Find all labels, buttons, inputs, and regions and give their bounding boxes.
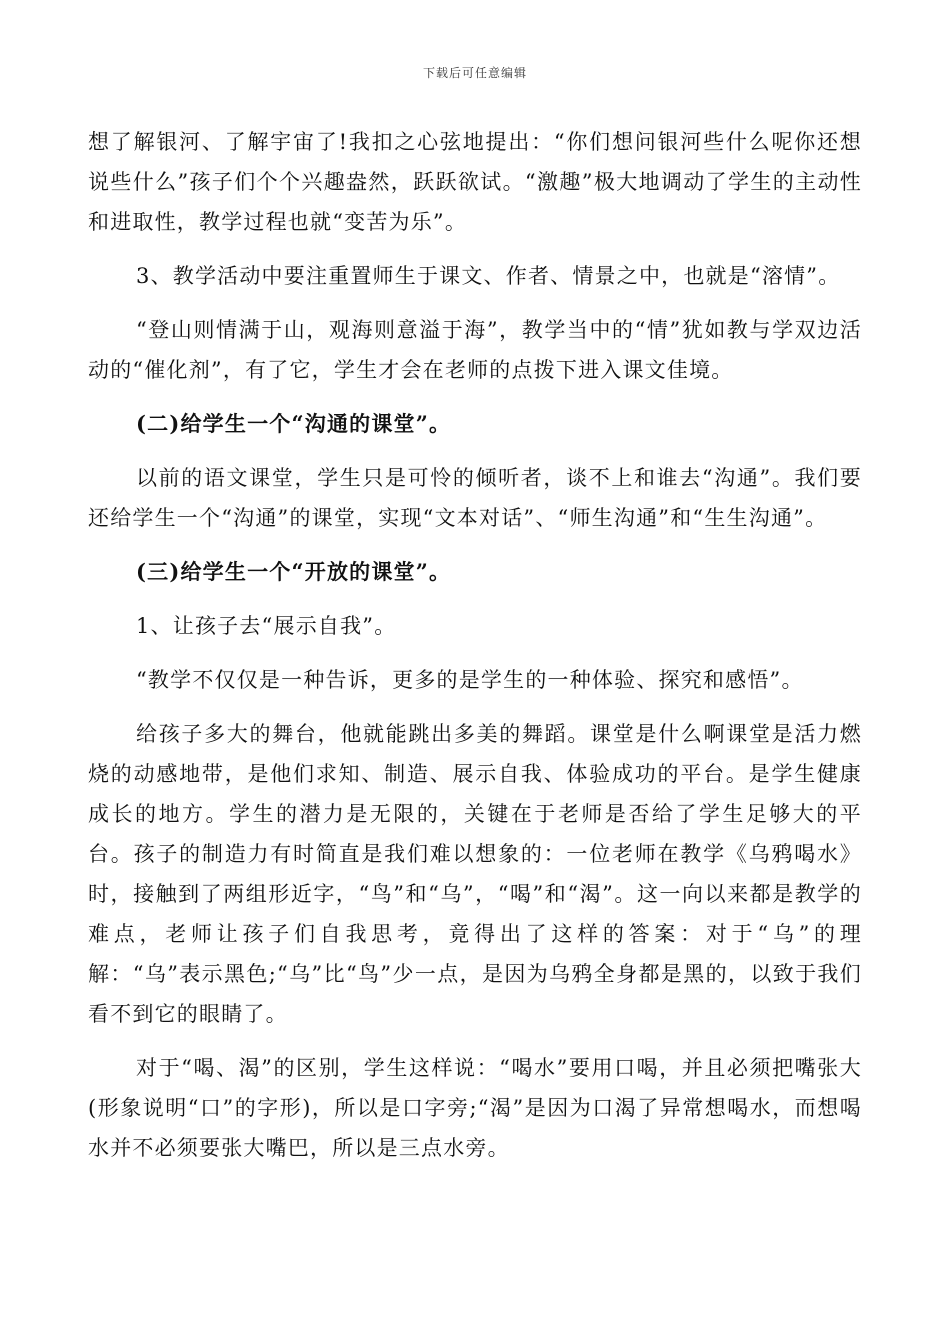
paragraph-point-1: 1、让孩子去“展示自我”。 <box>136 614 397 638</box>
section-heading-2: (二)给学生一个“沟通的课堂”。 <box>136 411 452 436</box>
paragraph-drink-thirst: 对于“喝、渴”的区别，学生这样说：“喝水”要用口喝，并且必须把嘴张大(形象说明“口”的字形)，所以是口字旁;“渴”是因为口渴了异常想喝水，而想喝水并不必须要张大嘴巴，所以是三点水旁。 <box>88 1056 862 1160</box>
paragraph-point-3: 3、教学活动中要注重置师生于课文、作者、情景之中，也就是“溶情”。 <box>136 264 841 288</box>
paragraph-stage: 给孩子多大的舞台，他就能跳出多美的舞蹈。课堂是什么啊课堂是活力燃烧的动感地带，是他们求知、制造、展示自我、体验成功的平台。是学生健康成长的地方。学生的潜力是无限的，关键在于老师是否给了学生足够大的平台。孩子的制造力有时简直是我们难以想象的：一位老师在教学《乌鸦喝水》时，接触到了两组形近字，“鸟”和“乌”，“喝”和“渴”。这一向以来都是教学的难点，老师让孩子们自我思考，竟得出了这样的答案：对于“乌”的理解：“乌”表示黑色;“乌”比“鸟”少一点，是因为乌鸦全身都是黑的，以致于我们看不到它的眼睛了。 <box>88 722 862 1026</box>
paragraph-communication: 以前的语文课堂，学生只是可怜的倾听者，谈不上和谁去“沟通”。我们要还给学生一个“沟通”的课堂，实现“文本对话”、“师生沟通”和“生生沟通”。 <box>88 466 862 530</box>
paragraph-quote-mountain-sea: “登山则情满于山，观海则意溢于海”，教学当中的“情”犹如教与学双边活动的“催化剂”，有了它，学生才会在老师的点拨下进入课文佳境。 <box>88 318 862 382</box>
section-heading-3: (三)给学生一个“开放的课堂”。 <box>136 559 452 584</box>
document-body <box>88 122 862 1168</box>
page-header: 下载后可任意编辑 <box>422 66 527 80</box>
paragraph-intro-continuation: 想了解银河、了解宇宙了!我扣之心弦地提出：“你们想问银河些什么呢你还想说些什么”孩子们个个兴趣盎然，跃跃欲试。“激趣”极大地调动了学生的主动性和进取性，教学过程也就“变苦为乐”。 <box>88 130 862 234</box>
paragraph-quote-teaching: “教学不仅仅是一种告诉，更多的是学生的一种体验、探究和感悟”。 <box>136 668 804 692</box>
